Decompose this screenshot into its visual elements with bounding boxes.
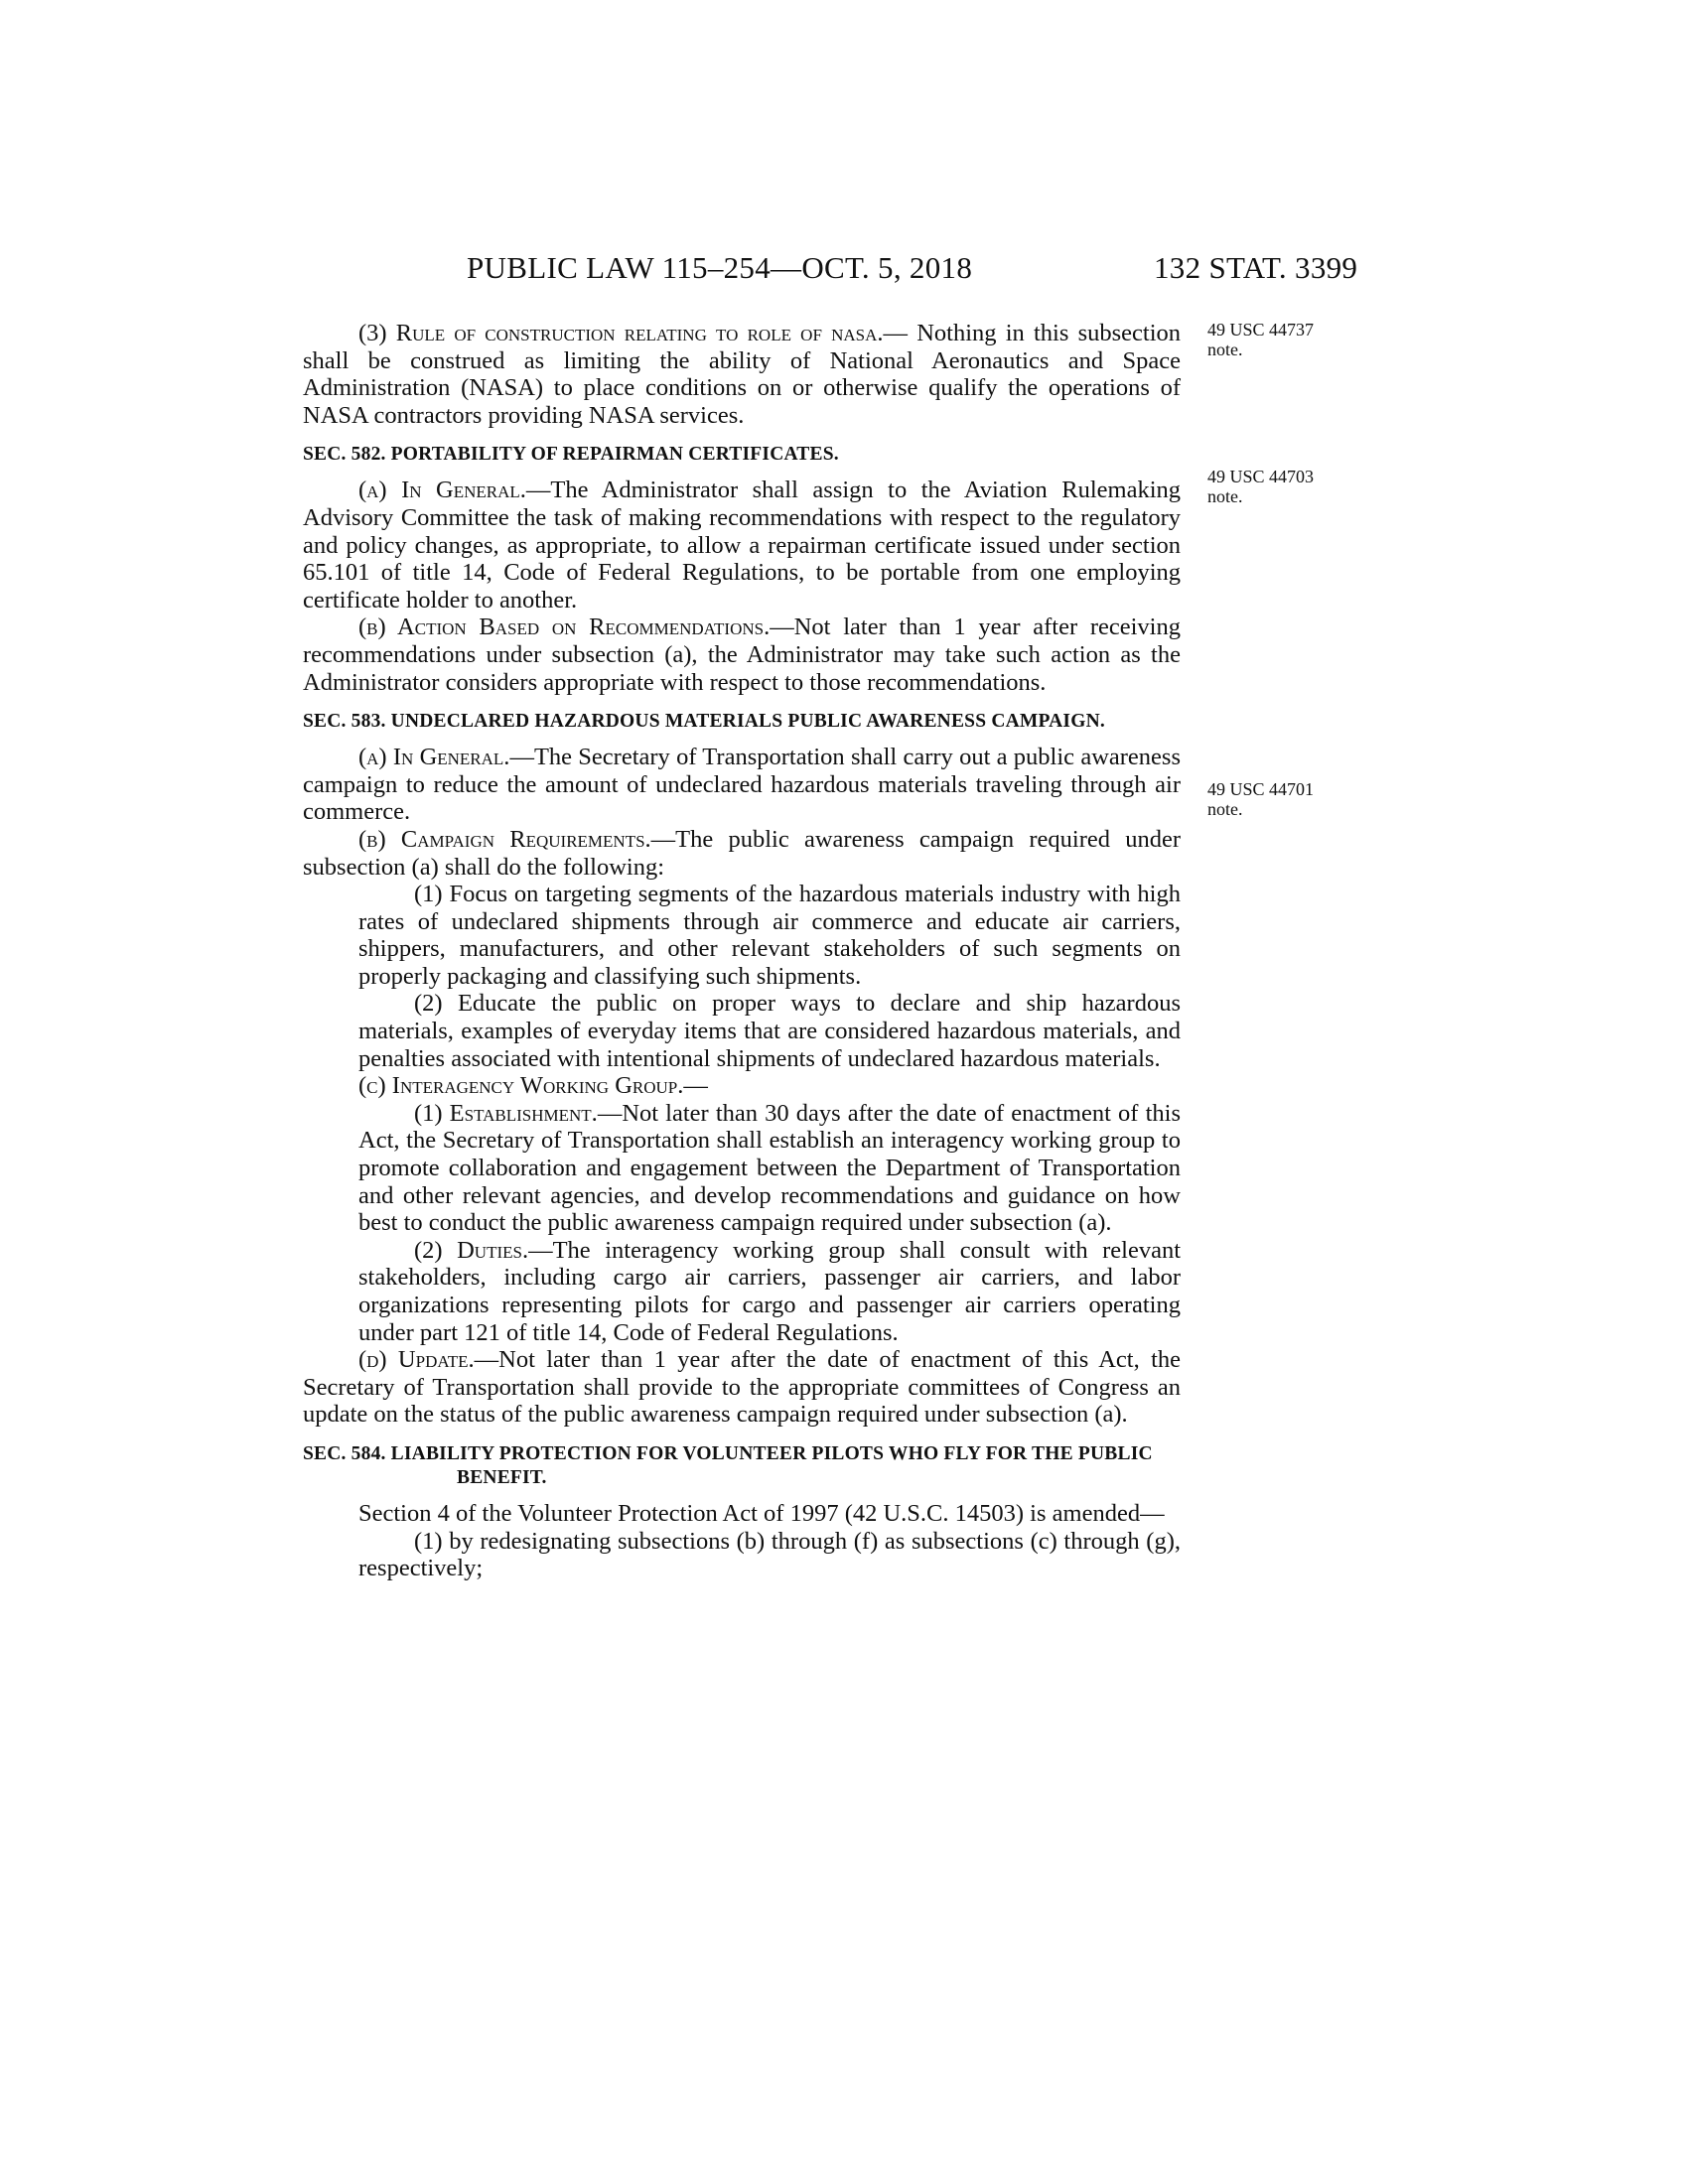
section-heading: SEC. 583. UNDECLARED HAZARDOUS MATERIALS PUBLIC AWARENESS CAMPAIGN. [303,711,1105,733]
paragraph: Section 4 of the Volunteer Protection Act of 1997 (42 U.S.C. 14503) is amended— [358,1499,1165,1527]
paragraph-caption: (c) Interagency Working Group. [358,1072,684,1100]
paragraph [303,477,1181,614]
paragraph-caption: (b) Action Based on Recommendations. [358,614,771,641]
paragraph-caption: (2) Duties. [414,1236,529,1264]
paragraph [303,1237,1181,1346]
paragraph-caption: (1) Establishment. [414,1099,598,1127]
margin-note [1207,467,1356,506]
page-body [303,320,1181,1582]
paragraph-caption: (a) In General. [358,744,510,771]
paragraph-caption: (a) In General. [358,477,526,504]
paragraph-text: —Not later than 1 year after receiving recommendations under subsection (a), the Administrator may take such action as the Administrator considers appropriate with respect to those recommendations. [303,614,1181,696]
paragraph [303,744,1181,826]
paragraph [303,320,1181,429]
paragraph [303,1072,1181,1100]
paragraph [303,1346,1181,1429]
paragraph-text: —The interagency working group shall consult with relevant stakeholders, including cargo air carriers, passenger air carriers, and labor organizations representing pilots for cargo and passenger air carriers operating under part 121 of title 14, Code of Federal Regulations. [358,1236,1181,1346]
paragraph-caption: (d) Update. [358,1346,475,1374]
margin-note [1207,320,1356,359]
paragraph-text: —The Secretary of Transportation shall carry out a public awareness campaign to reduce the amount of undeclared hazardous materials traveling through air commerce. [303,744,1181,826]
margin-note [1207,779,1356,819]
margin-note-citation: 49 USC 44737 [1207,320,1315,340]
margin-note-citation: 49 USC 44703 [1207,467,1315,486]
paragraph [303,826,1181,881]
margin-note-label: note. [1207,486,1243,506]
running-head: PUBLIC LAW 115–254—OCT. 5, 2018 [467,250,973,285]
paragraph-caption: (b) Campaign Requirements. [358,825,651,853]
paragraph-text: — [683,1072,708,1100]
paragraph: (1) Focus on targeting segments of the hazardous materials industry with high rates of undeclared shipments through air commerce and educate air carriers, shippers, manufacturers, and other relevant stakeholders of such segments on properly packaging and classifying such shipments. [358,881,1181,990]
paragraph-text: Nothing in this subsection shall be construed as limiting the ability of National Aeronautics and Space Administration (NASA) to place conditions on or otherwise qualify the operations of NASA contractors providing NASA services. [303,320,1181,429]
margin-note-label: note. [1207,799,1243,819]
paragraph: (2) Educate the public on proper ways to declare and ship hazardous materials, examples of everyday items that are considered hazardous materials, and penalties associated with intentional shipments of undeclared hazardous materials. [358,990,1181,1072]
section-heading: SEC. 584. LIABILITY PROTECTION FOR VOLUNTEER PILOTS WHO FLY FOR THE PUBLIC BENEFIT. [303,1442,1153,1488]
section-heading: SEC. 582. PORTABILITY OF REPAIRMAN CERTIFICATES. [303,444,839,466]
paragraph-text: —Not later than 30 days after the date of enactment of this Act, the Secretary of Transportation shall establish an interagency working group to promote collaboration and engagement between the Department of Transportation and other relevant agencies, and develop recommendations and guidance on how best to conduct the public awareness campaign required under subsection (a). [358,1099,1181,1237]
paragraph-text: —Not later than 1 year after the date of enactment of this Act, the Secretary of Transportation shall provide to the appropriate committees of Congress an update on the status of the public awareness campaign required under subsection (a). [303,1346,1181,1429]
paragraph-text: —The public awareness campaign required under subsection (a) shall do the following: [303,825,1182,881]
paragraph: (1) by redesignating subsections (b) through (f) as subsections (c) through (g), respectively; [358,1527,1181,1582]
margin-note-citation: 49 USC 44701 [1207,779,1315,799]
paragraph [303,614,1181,696]
paragraph-caption: (3) Rule of construction relating to role of nasa.— [358,320,909,346]
paragraph-text: —The Administrator shall assign to the Aviation Rulemaking Advisory Committee the task of making recommendations with respect to the regulatory and policy changes, as appropriate, to allow a repairman certificate issued under section 65.101 of title 14, Code of Federal Regulations, to be portable from one employing certificate holder to another. [303,477,1182,614]
paragraph [303,1100,1181,1237]
margin-note-label: note. [1207,340,1243,359]
page-number: 132 STAT. 3399 [1154,250,1358,285]
